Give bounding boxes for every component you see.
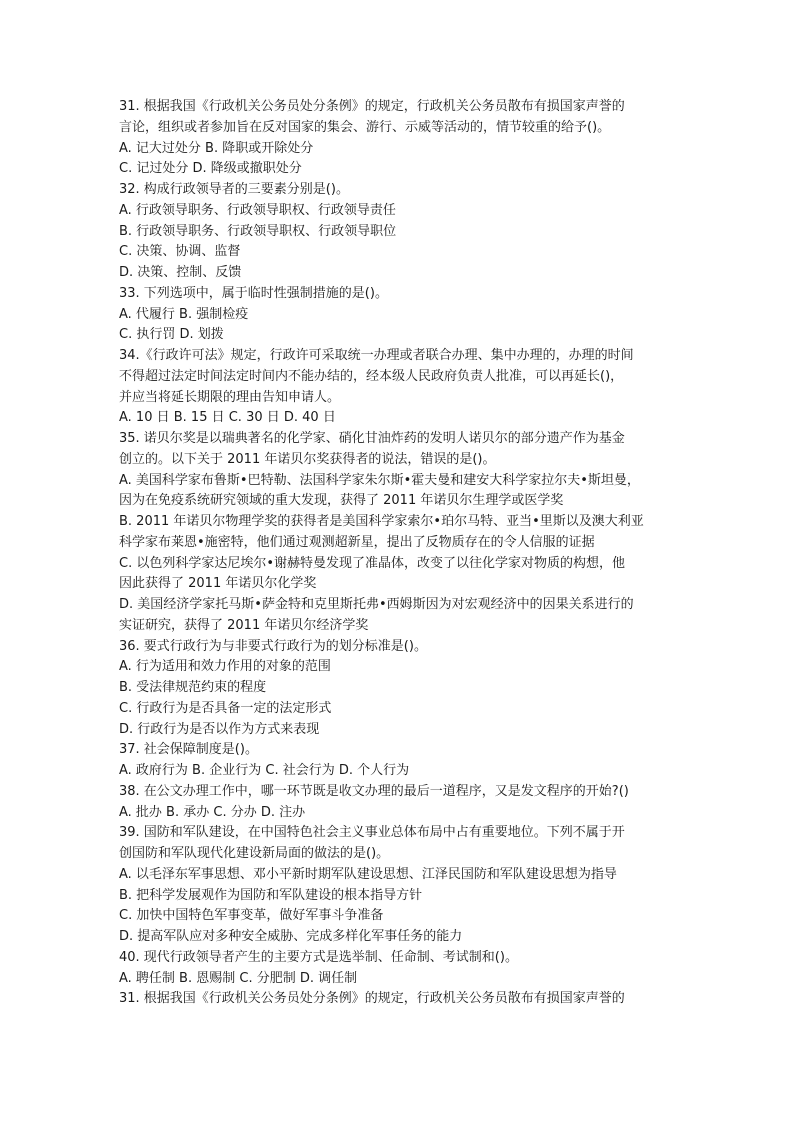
question-34-options: A. 10 日 B. 15 日 C. 30 日 D. 40 日 [119, 410, 336, 426]
question-36-option-b: B. 受法律规范约束的程度 [119, 680, 267, 695]
question-36-option-d: D. 行政行为是否以作为方式来表现 [119, 721, 320, 737]
question-32-option-c: C. 决策、协调、监督 [119, 244, 241, 260]
question-35-option-d-line-1: D. 美国经济学家托马斯•萨金特和克里斯托弗•西姆斯因为对宏观经济中的因果关系进行的 [119, 597, 634, 612]
question-36-stem: 36. 要式行政行为与非要式行政行为的划分标准是()。 [119, 638, 427, 654]
question-39-stem-line-2: 创国防和军队现代化建设新局面的做法的是()。 [119, 846, 390, 861]
question-32-option-d: D. 决策、控制、反馈 [119, 265, 242, 280]
question-32-option-a: A. 行政领导职务、行政领导职权、行政领导责任 [119, 202, 396, 218]
question-37-stem: 37. 社会保障制度是()。 [119, 742, 258, 758]
question-35-option-a-line-1: A. 美国科学家布鲁斯•巴特勒、法国科学家朱尔斯•霍夫曼和建安大科学家拉尔夫•斯坦曼， [119, 472, 640, 488]
question-39-option-d: D. 提高军队应对多种安全威胁、完成多样化军事任务的能力 [119, 929, 463, 944]
question-39-option-a: A. 以毛泽东军事思想、邓小平新时期军队建设思想、江泽民国防和军队建设思想为指导 [119, 866, 617, 882]
question-39-option-c: C. 加快中国特色军事变革，做好军事斗争准备 [119, 908, 384, 924]
question-35-option-a-line-2: 因为在免疫系统研究领域的重大发现，获得了 2011 年诺贝尔生理学或医学奖 [119, 493, 564, 509]
question-32-stem: 32. 构成行政领导者的三要素分别是()。 [119, 182, 349, 197]
question-33-options-ab: A. 代履行 B. 强制检疫 [119, 306, 249, 322]
question-33-options-cd: C. 执行罚 D. 划拨 [119, 327, 224, 343]
question-35-option-c-line-1: C. 以色列科学家达尼埃尔•谢赫特曼发现了准晶体，改变了以往化学家对物质的构想，他 [119, 555, 626, 571]
question-36-option-c: C. 行政行为是否具备一定的法定形式 [119, 700, 332, 716]
document-page [119, 97, 679, 1010]
question-38-options: A. 批办 B. 承办 C. 分办 D. 注办 [119, 804, 306, 820]
question-37-options: A. 政府行为 B. 企业行为 C. 社会行为 D. 个人行为 [119, 763, 410, 778]
question-40-stem: 40. 现代行政领导者产生的主要方式是选举制、任命制、考试制和()。 [119, 949, 518, 965]
question-34-stem-line-1: 34.《行政许可法》规定，行政许可采取统一办理或者联合办理、集中办理的，办理的时间 [119, 348, 634, 363]
question-35-option-b-line-2: 科学家布莱恩•施密特，他们通过观测超新星，提出了反物质存在的令人信服的证据 [119, 534, 595, 550]
question-35-option-b-line-1: B. 2011 年诺贝尔物理学奖的获得者是美国科学家索尔•珀尔马特、亚当•里斯以及澳大利亚 [119, 514, 644, 529]
question-39-stem-line-1: 39. 国防和军队建设，在中国特色社会主义事业总体布局中占有重要地位。下列不属于开 [119, 825, 625, 841]
question-35-option-d-line-2: 实证研究，获得了 2011 年诺贝尔经济学奖 [119, 617, 369, 633]
question-31-stem-line-1: 31. 根据我国《行政机关公务员处分条例》的规定，行政机关公务员散布有损国家声誉的 [119, 99, 625, 114]
question-31-options-ab: A. 记大过处分 B. 降职或开除处分 [119, 140, 314, 156]
question-31-repeat-stem-line-1: 31. 根据我国《行政机关公务员处分条例》的规定，行政机关公务员散布有损国家声誉的 [119, 991, 625, 1007]
question-31-stem-line-2: 言论，组织或者参加旨在反对国家的集会、游行、示威等活动的，情节较重的给予()。 [119, 119, 611, 135]
question-33-stem: 33. 下列选项中，属于临时性强制措施的是()。 [119, 285, 388, 301]
question-40-options: A. 聘任制 B. 恩赐制 C. 分肥制 D. 调任制 [119, 970, 358, 986]
question-39-option-b: B. 把科学发展观作为国防和军队建设的根本指导方针 [119, 887, 423, 903]
question-35-stem-line-2: 创立的。以下关于 2011 年诺贝尔奖获得者的说法，错误的是()。 [119, 451, 496, 467]
question-34-stem-line-3: 并应当将延长期限的理由告知申请人。 [119, 389, 341, 405]
question-32-option-b: B. 行政领导职务、行政领导职权、行政领导职位 [119, 223, 397, 239]
question-35-option-c-line-2: 因此获得了 2011 年诺贝尔化学奖 [119, 576, 317, 592]
question-31-options-cd: C. 记过处分 D. 降级或撤职处分 [119, 161, 302, 177]
question-35-stem-line-1: 35. 诺贝尔奖是以瑞典著名的化学家、硝化甘油炸药的发明人诺贝尔的部分遗产作为基金 [119, 431, 625, 446]
question-36-option-a: A. 行为适用和效力作用的对象的范围 [119, 659, 331, 675]
question-34-stem-line-2: 不得超过法定时间法定时间内不能办结的，经本级人民政府负责人批准，可以再延长()， [119, 368, 624, 384]
question-38-stem: 38. 在公文办理工作中，哪一环节既是收文办理的最后一道程序，又是发文程序的开始?() [119, 783, 629, 799]
